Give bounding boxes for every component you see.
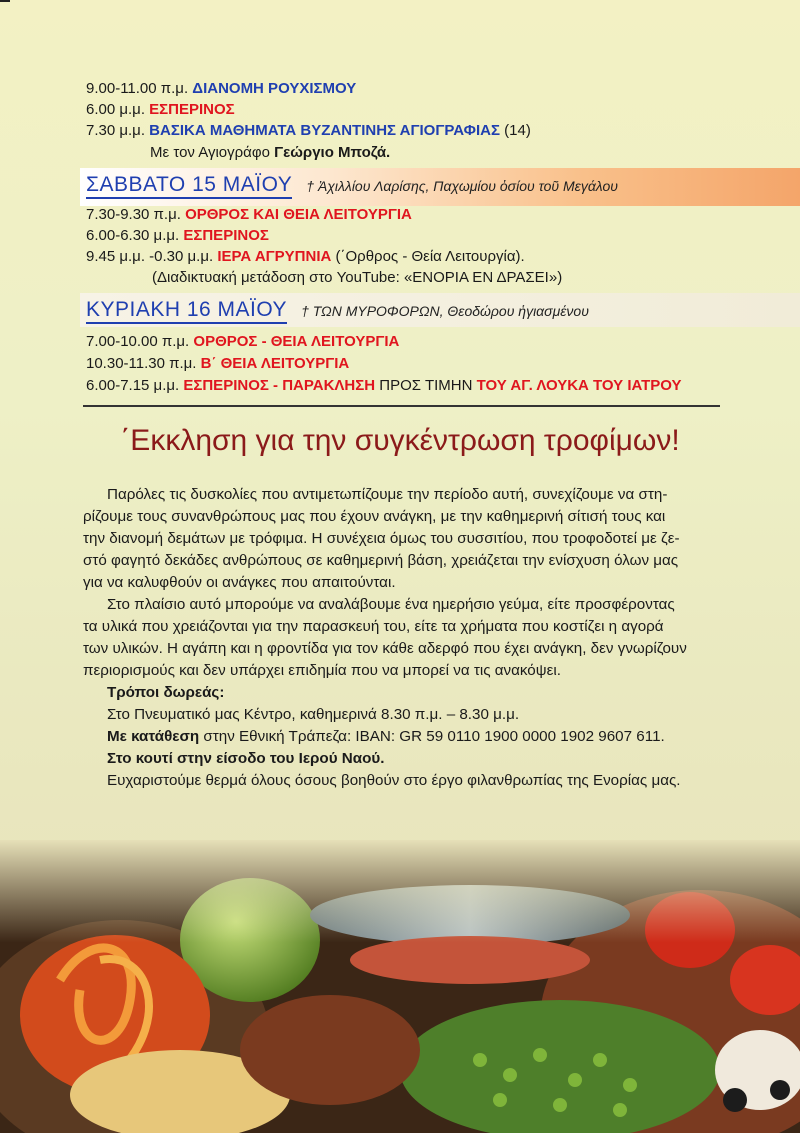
donation-option (83, 726, 720, 748)
iconographer-name: Γεώργιο Μποζά. (274, 144, 391, 161)
time: 10.30-11.30 π.μ. (86, 355, 197, 372)
schedule-row (86, 248, 525, 265)
donation-section (83, 682, 720, 792)
schedule-row (86, 80, 356, 97)
event-honoree: ΤΟΥ ΑΓ. ΛΟΥΚΑ ΤΟΥ ΙΑΤΡΟΥ (476, 377, 682, 394)
event-title: ΟΡΘΡΟΣ - ΘΕΙΑ ΛΕΙΤΟΥΡΓΙΑ (193, 333, 400, 350)
section-divider (83, 405, 720, 407)
appeal-paragraph-1 (83, 484, 720, 594)
text-line: Παρόλες τις δυσκολίες που αντιμετωπίζουμε την περίοδο αυτή, συνεχίζουμε να στη- (107, 486, 668, 503)
text-line: τα υλικά που χρειάζονται για την παρασκευή του, είτε τα χρήματα που κοστίζει η αγορά (83, 618, 664, 635)
donation-option: Στο Πνευματικό μας Κέντρο, καθημερινά 8.30 π.μ. – 8.30 μ.μ. (107, 706, 520, 723)
event-title: ΙΕΡΑ ΑΓΡΥΠΝΙΑ (217, 248, 332, 265)
broadcast-note: (Διαδικτυακή μετάδοση στο YouTube: «ΕΝΟΡΙΑ ΕΝ ΔΡΑΣΕΙ») (152, 269, 563, 286)
time: 6.00-7.15 μ.μ. (86, 377, 180, 394)
appeal-title: ΄Εκκληση για την συγκέντρωση τροφίμων! (120, 424, 680, 457)
corner-mark (0, 0, 10, 2)
donation-title: Τρόποι δωρεάς: (107, 684, 225, 701)
text-line: στό φαγητό δεκάδες ανθρώπους σε καθημερινή βάση, χρειάζεται την ενίσχυση όλων μας (83, 552, 679, 569)
donation-option-label: Με κατάθεση (107, 728, 200, 745)
event-note: (΄Ορθρος - Θεία Λειτουργία). (335, 248, 525, 265)
schedule-row (86, 355, 349, 372)
thanks-line: Ευχαριστούμε θερμά όλους όσους βοηθούν στο έργο φιλανθρωπίας της Ενορίας μας. (107, 772, 681, 789)
donation-iban: στην Εθνική Τράπεζα: IBAN: GR 59 0110 1900 0000 1902 9607 611. (203, 728, 665, 745)
food-illustration (0, 840, 800, 1133)
text-line: για να καλυφθούν οι ανάγκες που απαιτούνται. (83, 574, 396, 591)
appeal-paragraph-2 (83, 594, 720, 682)
day-title: ΚΥΡΙΑΚΗ 16 ΜΑΪΟΥ (86, 298, 287, 324)
saturday-heading (86, 173, 618, 197)
schedule-row (86, 101, 235, 118)
food-collage (0, 840, 800, 1133)
event-title: ΒΑΣΙΚΑ ΜΑΘΗΜΑΤΑ ΒΥΖΑΝΤΙΝΗΣ ΑΓΙΟΓΡΑΦΙΑΣ (149, 122, 500, 139)
event-title: ΕΣΠΕΡΙΝΟΣ (149, 101, 235, 118)
donation-option: Στο κουτί στην είσοδο του Ιερού Ναού. (107, 750, 385, 767)
text-line: Στο πλαίσιο αυτό μπορούμε να αναλάβουμε ένα ημερήσιο γεύμα, είτε προσφέροντας (107, 596, 675, 613)
time: 9.00-11.00 π.μ. (86, 80, 189, 97)
event-title: Β΄ ΘΕΙΑ ΛΕΙΤΟΥΡΓΙΑ (200, 355, 350, 372)
schedule-row (86, 377, 682, 394)
time: 9.45 μ.μ. -0.30 μ.μ. (86, 248, 214, 265)
event-title: ΔΙΑΝΟΜΗ ΡΟΥΧΙΣΜΟΥ (192, 80, 357, 97)
schedule-row (86, 227, 269, 244)
time: 7.30 μ.μ. (86, 122, 145, 139)
schedule-row (86, 122, 531, 139)
day-title: ΣΑΒΒΑΤΟ 15 ΜΑΪΟΥ (86, 173, 292, 199)
text-line: την διανομή δεμάτων με τρόφιμα. Η συνέχεια όμως του συσσιτίου, που τροφοδοτεί με ζε- (83, 530, 680, 547)
saint-of-day: † Ἀχιλλίου Λαρίσης, Παχωμίου ὁσίου τοῦ Μεγάλου (306, 178, 618, 194)
event-note: ΠΡΟΣ ΤΙΜΗΝ (379, 377, 473, 394)
text-line: ρίζουμε τους συνανθρώπους μας που έχουν ανάγκη, με την καθημερινή σίτισή τους και (83, 508, 666, 525)
iconographer-line (150, 144, 390, 161)
time: 6.00 μ.μ. (86, 101, 145, 118)
event-note: (14) (504, 122, 531, 139)
text-line: των υλικών. Η αγάπη και η φροντίδα για τον κάθε αδερφό που έχει ανάγκη, δεν γνωρίζουν (83, 640, 687, 657)
event-title: ΟΡΘΡΟΣ ΚΑΙ ΘΕΙΑ ΛΕΙΤΟΥΡΓΙΑ (185, 206, 412, 223)
time: 6.00-6.30 μ.μ. (86, 227, 180, 244)
iconographer-prefix: Με τον Αγιογράφο (150, 144, 270, 161)
text-line: περιορισμούς και δεν υπάρχει επιδημία που να μπορεί να τις ανακόψει. (83, 662, 561, 679)
event-title: ΕΣΠΕΡΙΝΟΣ - ΠΑΡΑΚΛΗΣΗ (183, 377, 376, 394)
saint-of-day: † ΤΩΝ ΜΥΡΟΦΟΡΩΝ, Θεοδώρου ἡγιασμένου (301, 303, 589, 319)
time: 7.30-9.30 π.μ. (86, 206, 181, 223)
schedule-row (86, 333, 399, 350)
sunday-heading (86, 298, 589, 322)
time: 7.00-10.00 π.μ. (86, 333, 190, 350)
schedule-row (86, 206, 412, 223)
event-title: ΕΣΠΕΡΙΝΟΣ (183, 227, 269, 244)
